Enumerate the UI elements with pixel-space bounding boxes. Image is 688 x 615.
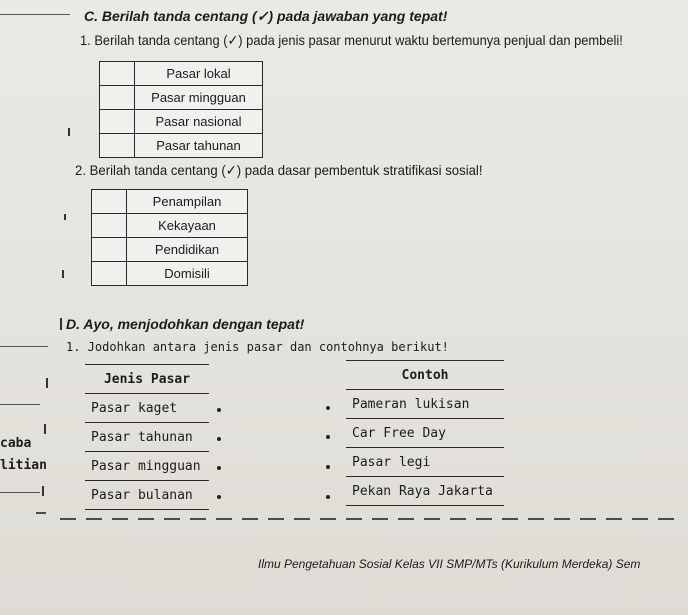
section-c-heading: C. Berilah tanda centang (✓) pada jawaban yang tepat!: [84, 8, 448, 24]
q1-option-1: Pasar lokal: [135, 62, 263, 86]
jenis-pasar-item-1[interactable]: Pasar kaget: [85, 394, 209, 423]
margin-mark: [64, 214, 66, 220]
q2-checkbox-1[interactable]: [92, 190, 127, 214]
contoh-item-4[interactable]: Pekan Raya Jakarta: [346, 477, 504, 506]
contoh-item-3[interactable]: Pasar legi: [346, 448, 504, 477]
q2-options-table: [91, 189, 248, 286]
q2-option-2: Kekayaan: [127, 214, 248, 238]
jenis-pasar-column: [85, 364, 209, 510]
q1-option-3: Pasar nasional: [135, 110, 263, 134]
margin-fragment-2: litian: [0, 458, 47, 473]
jenis-pasar-item-3[interactable]: Pasar mingguan: [85, 452, 209, 481]
margin-mark: [60, 318, 62, 330]
margin-mark: [42, 486, 44, 496]
contoh-item-2[interactable]: Car Free Day: [346, 419, 504, 448]
q1-checkbox-4[interactable]: [100, 134, 135, 158]
jenis-pasar-item-4[interactable]: Pasar bulanan: [85, 481, 209, 510]
q2-checkbox-3[interactable]: [92, 238, 127, 262]
q2-checkbox-2[interactable]: [92, 214, 127, 238]
margin-mark: [68, 128, 70, 136]
match-dot-right-4[interactable]: [326, 495, 330, 499]
q2-option-3: Pendidikan: [127, 238, 248, 262]
section-d-question-1: 1. Jodohkan antara jenis pasar dan contohnya berikut!: [66, 340, 449, 354]
q2-checkbox-4[interactable]: [92, 262, 127, 286]
jenis-pasar-item-2[interactable]: Pasar tahunan: [85, 423, 209, 452]
contoh-header: Contoh: [346, 361, 504, 390]
q1-checkbox-2[interactable]: [100, 86, 135, 110]
match-dot-right-2[interactable]: [326, 435, 330, 439]
margin-mark: [62, 270, 64, 278]
section-c-question-1: 1. Berilah tanda centang (✓) pada jenis pasar menurut waktu bertemunya penjual dan pembeli!: [80, 32, 623, 48]
match-dot-right-3[interactable]: [326, 465, 330, 469]
match-dot-left-2[interactable]: [217, 437, 221, 441]
match-dot-left-4[interactable]: [217, 495, 221, 499]
footer-text: Ilmu Pengetahuan Sosial Kelas VII SMP/MTs (Kurikulum Merdeka) Sem: [258, 557, 641, 571]
margin-line: [0, 346, 48, 347]
q1-checkbox-1[interactable]: [100, 62, 135, 86]
q1-checkbox-3[interactable]: [100, 110, 135, 134]
contoh-column: [346, 360, 504, 506]
q1-options-table: [99, 61, 263, 158]
q2-option-1: Penampilan: [127, 190, 248, 214]
margin-mark: [46, 378, 48, 388]
jenis-pasar-header: Jenis Pasar: [85, 365, 209, 394]
margin-line: [0, 404, 40, 405]
margin-line: [0, 14, 70, 15]
q2-option-4: Domisili: [127, 262, 248, 286]
match-dot-right-1[interactable]: [326, 406, 330, 410]
section-c-question-2: 2. Berilah tanda centang (✓) pada dasar pembentuk stratifikasi sosial!: [75, 162, 483, 178]
match-dot-left-1[interactable]: [217, 408, 221, 412]
q1-option-2: Pasar mingguan: [135, 86, 263, 110]
contoh-item-1[interactable]: Pameran lukisan: [346, 390, 504, 419]
q1-option-4: Pasar tahunan: [135, 134, 263, 158]
match-dot-left-3[interactable]: [217, 466, 221, 470]
margin-mark: [44, 424, 46, 434]
margin-fragment-1: caba: [0, 436, 32, 451]
margin-line: [0, 492, 40, 493]
section-d-heading: D. Ayo, menjodohkan dengan tepat!: [66, 316, 305, 332]
